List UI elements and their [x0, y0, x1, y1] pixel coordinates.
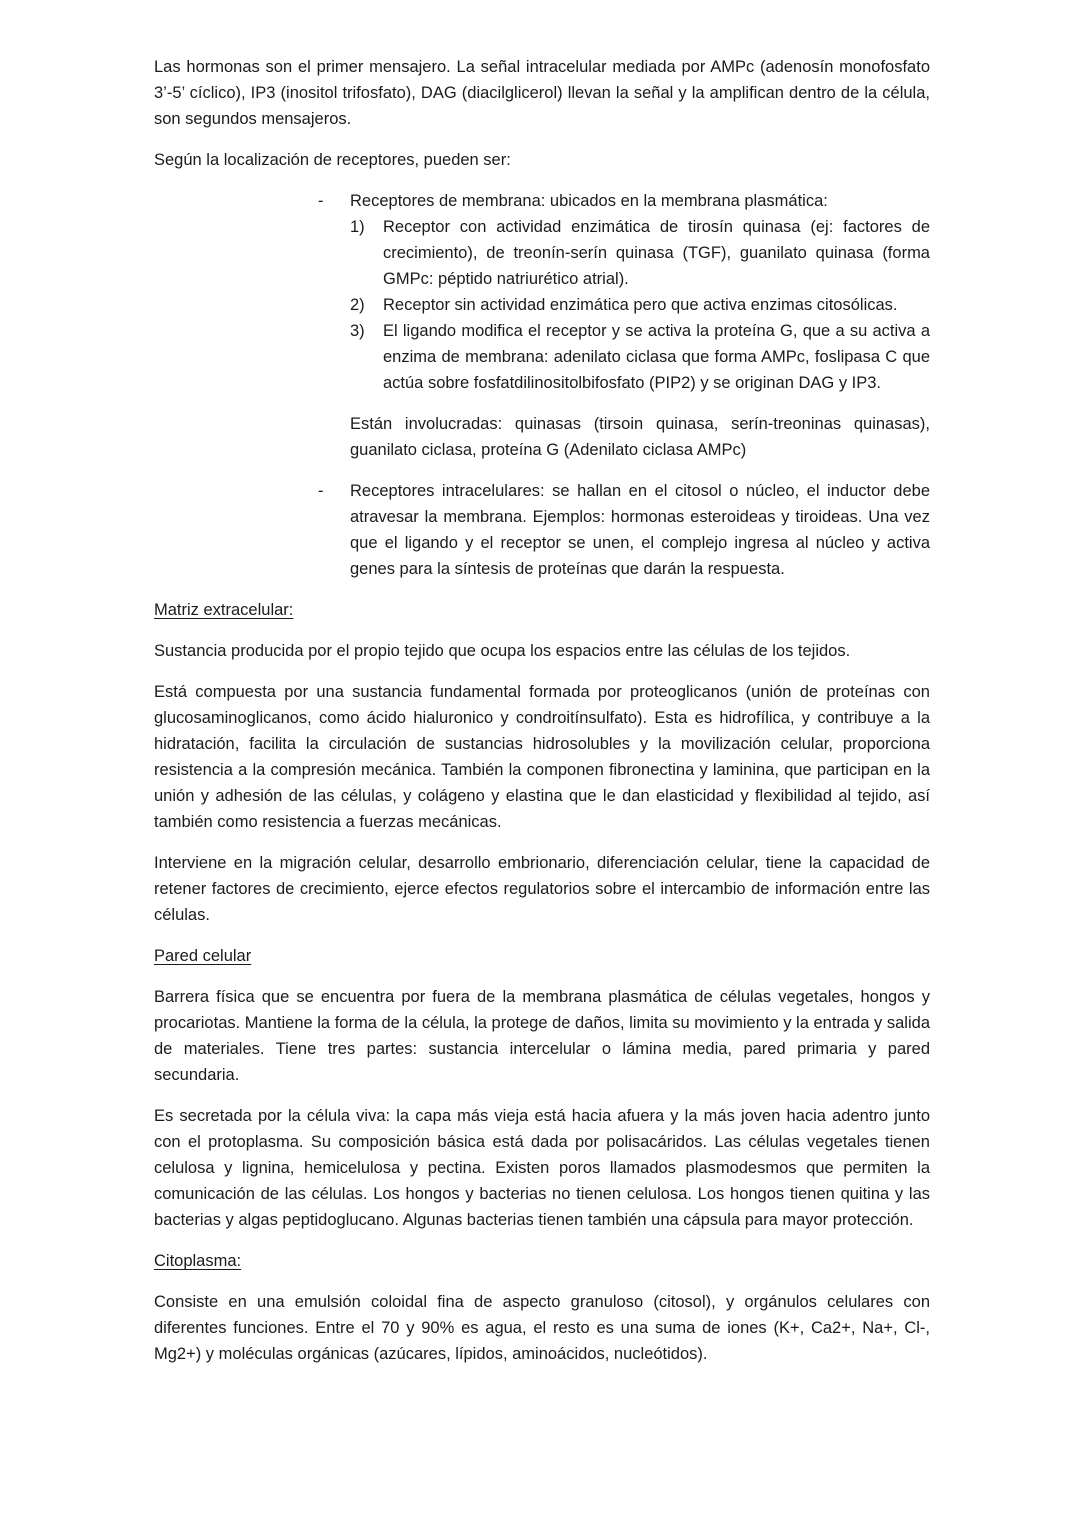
bullet-dash: - [318, 192, 324, 210]
numbered-item-2 [350, 292, 930, 318]
numbered-item-1 [350, 214, 930, 292]
numbered-item-1-text: Receptor con actividad enzimática de tirosín quinasa (ej: factores de crecimiento), de treonín-serín quinasa (TGF), guanilato quinasa (forma GMPc: péptido natriurético atrial). [383, 218, 930, 288]
paragraph: Consiste en una emulsión coloidal fina de aspecto granuloso (citosol), y orgánulos celulares con diferentes funciones. Entre el 70 y 90% es agua, el resto es una suma de iones (K+, Ca2+, Na+, Cl-, Mg2+) y moléculas orgánicas (azúcares, lípidos, aminoácidos, nucleótidos). [154, 1293, 930, 1363]
numbered-item-3-text: El ligando modifica el receptor y se activa la proteína G, que a su activa a enzima de membrana: adenilato ciclasa que forma AMPc, foslipasa C que actúa sobre fosfatdilinositolbifosfato (PIP2) y se originan DAG y IP3. [383, 322, 930, 392]
bullet-dash: - [318, 482, 324, 500]
paragraph-receptors-lead: Según la localización de receptores, pueden ser: [154, 151, 511, 169]
numbered-item-2-text: Receptor sin actividad enzimática pero que activa enzimas citosólicas. [383, 296, 898, 314]
paragraph: Barrera física que se encuentra por fuera de la membrana plasmática de células vegetales, hongos y procariotas. Mantiene la forma de la célula, la protege de daños, limita su movimiento y la entrada y salida de materiales. Tiene tres partes: sustancia intercelular o lámina media, pared primaria y pared secundaria. [154, 988, 930, 1084]
membrane-receptors-title: Receptores de membrana: ubicados en la membrana plasmática: [350, 192, 828, 210]
section-heading-pared-celular: Pared celular [154, 947, 252, 965]
paragraph: Interviene en la migración celular, desarrollo embrionario, diferenciación celular, tiene la capacidad de retener factores de crecimiento, ejerce efectos regulatorios sobre el intercambio de información entre las células. [154, 854, 930, 924]
section-heading-citoplasma: Citoplasma: [154, 1252, 242, 1270]
list-item-membrane-receptors [318, 188, 930, 463]
numbered-item-3 [350, 318, 930, 396]
item-number-1: 1) [350, 218, 365, 236]
list-item-intracellular-receptors [318, 478, 930, 582]
paragraph: Sustancia producida por el propio tejido que ocupa los espacios entre las células de los tejidos. [154, 642, 851, 660]
section-heading-matriz-extracelular: Matriz extracelular: [154, 601, 294, 619]
paragraph: Es secretada por la célula viva: la capa más vieja está hacia afuera y la más joven hacia adentro junto con el protoplasma. Su composición básica está dada por polisacáridos. Las células vegetales tienen celulosa y lignina, hemicelulosa y pectina. Existen poros llamados plasmodesmos que permiten la comunicación de las células. Los hongos y bacterias no tienen celulosa. Los hongos tienen quitina y las bacterias y algas peptidoglucano. Algunas bacterias tienen también una cápsula para mayor protección. [154, 1107, 930, 1229]
paragraph-intro: Las hormonas son el primer mensajero. La señal intracelular mediada por AMPc (adenosín monofosfato 3’-5’ cíclico), IP3 (inositol trifosfato), DAG (diacilglicerol) llevan la señal y la amplifican dentro de la célula, son segundos mensajeros. [154, 58, 930, 128]
kinases-note: Están involucradas: quinasas (tirsoin quinasa, serín-treoninas quinasas), guanilato ciclasa, proteína G (Adenilato ciclasa AMPc) [350, 415, 930, 459]
item-number-2: 2) [350, 296, 365, 314]
item-number-3: 3) [350, 322, 365, 340]
membrane-receptors-content [350, 188, 930, 463]
paragraph: Está compuesta por una sustancia fundamental formada por proteoglicanos (unión de proteínas con glucosaminoglicanos, como ácido hialuronico y condroitínsulfato). Esta es hidrofílica, y contribuye a la hidratación, facilita la circulación de sustancias hidrosolubles y la movilización celular, proporciona resistencia a la compresión mecánica. También la componen fibronectina y laminina, que participan en la unión y adhesión de las células, y colágeno y elastina que le dan elasticidad y flexibilidad al tejido, así también como resistencia a fuerzas mecánicas. [154, 683, 930, 831]
intracellular-receptors-text: Receptores intracelulares: se hallan en el citosol o núcleo, el inductor debe atravesar la membrana. Ejemplos: hormonas esteroideas y tiroideas. Una vez que el ligando y el receptor se unen, el complejo ingresa al núcleo y activa genes para la síntesis de proteínas que darán la respuesta. [350, 482, 930, 578]
